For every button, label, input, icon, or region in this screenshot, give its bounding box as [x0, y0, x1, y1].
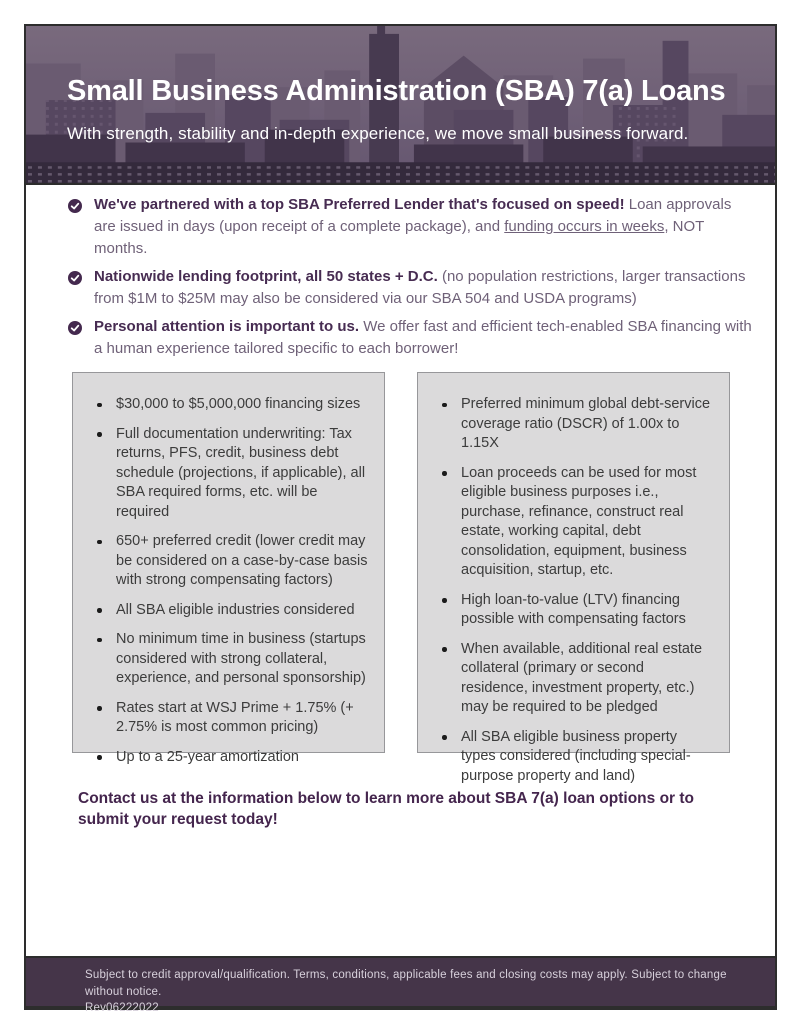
right-info-list [432, 395, 713, 786]
highlight-text [94, 194, 752, 260]
header-banner [26, 26, 775, 185]
highlight-normal-text: , NOT months. [94, 218, 705, 257]
list-item: Full documentation underwriting: Tax returns, PFS, credit, business debt schedule (projections, if applicable), all SBA required forms, etc. will be required [103, 425, 368, 523]
right-info-box [417, 372, 730, 784]
left-info-box [72, 372, 385, 765]
highlight-item [68, 194, 752, 260]
highlight-normal-text: Loan approvals are issued in days (upon receipt of a complete package), and [94, 196, 732, 235]
footer-bar [24, 956, 777, 1014]
highlight-item [68, 266, 752, 310]
check-circle-icon [68, 320, 82, 360]
highlight-item [68, 316, 752, 360]
page-subtitle: With strength, stability and in-depth experience, we move small business forward. [67, 124, 689, 143]
list-item: Up to a 25-year amortization [103, 748, 368, 768]
highlight-text [94, 266, 752, 310]
list-item: All SBA eligible industries considered [103, 601, 368, 621]
contact-callout: Contact us at the information below to learn more about SBA 7(a) loan options or to submit your request today! [78, 790, 695, 828]
list-item: Loan proceeds can be used for most eligible business purposes i.e., purchase, refinance, construct real estate, working capital, debt consolidation, equipment, business acquisition, startup, etc. [448, 464, 713, 581]
list-item: $30,000 to $5,000,000 financing sizes [103, 395, 368, 415]
list-item: No minimum time in business (startups considered with strong collateral, experience, and personal sponsorship) [103, 630, 368, 689]
highlight-bold-text: We've partnered with a top SBA Preferred Lender that's focused on speed! [94, 196, 625, 213]
list-item: Preferred minimum global debt-service coverage ratio (DSCR) of 1.00x to 1.15X [448, 395, 713, 454]
check-circle-icon [68, 198, 82, 260]
page-title: Small Business Administration (SBA) 7(a) Loans [67, 75, 726, 107]
list-item: When available, additional real estate collateral (primary or second residence, investment property, etc.) may be required to be pledged [448, 640, 713, 718]
disclaimer-text: Subject to credit approval/qualification. Terms, conditions, applicable fees and closing costs may apply. Subject to change without notice. [85, 969, 727, 998]
highlight-normal-text: We offer fast and efficient tech-enabled SBA financing with a human experience tailored specific to each borrower! [94, 318, 752, 357]
highlight-normal-text: (no population restrictions, larger transactions from $1M to $25M may also be considered via our SBA 504 and USDA programs) [94, 268, 746, 307]
list-item: 650+ preferred credit (lower credit may be considered on a case-by-case basis with strong compensating factors) [103, 532, 368, 591]
list-item: Rates start at WSJ Prime + 1.75% (+ 2.75% is most common pricing) [103, 699, 368, 738]
check-circle-icon [68, 270, 82, 310]
list-item: All SBA eligible business property types considered (including special-purpose property and land) [448, 728, 713, 787]
list-item: High loan-to-value (LTV) financing possible with compensating factors [448, 591, 713, 630]
highlight-list [68, 194, 752, 366]
revision-code: Rev06222022 [85, 1002, 159, 1014]
highlight-underlined-text: funding occurs in weeks [504, 218, 665, 235]
left-info-list [87, 395, 368, 767]
highlight-bold-text: Personal attention is important to us. [94, 318, 360, 335]
highlight-bold-text: Nationwide lending footprint, all 50 states + D.C. [94, 268, 438, 285]
highlight-text [94, 316, 752, 360]
